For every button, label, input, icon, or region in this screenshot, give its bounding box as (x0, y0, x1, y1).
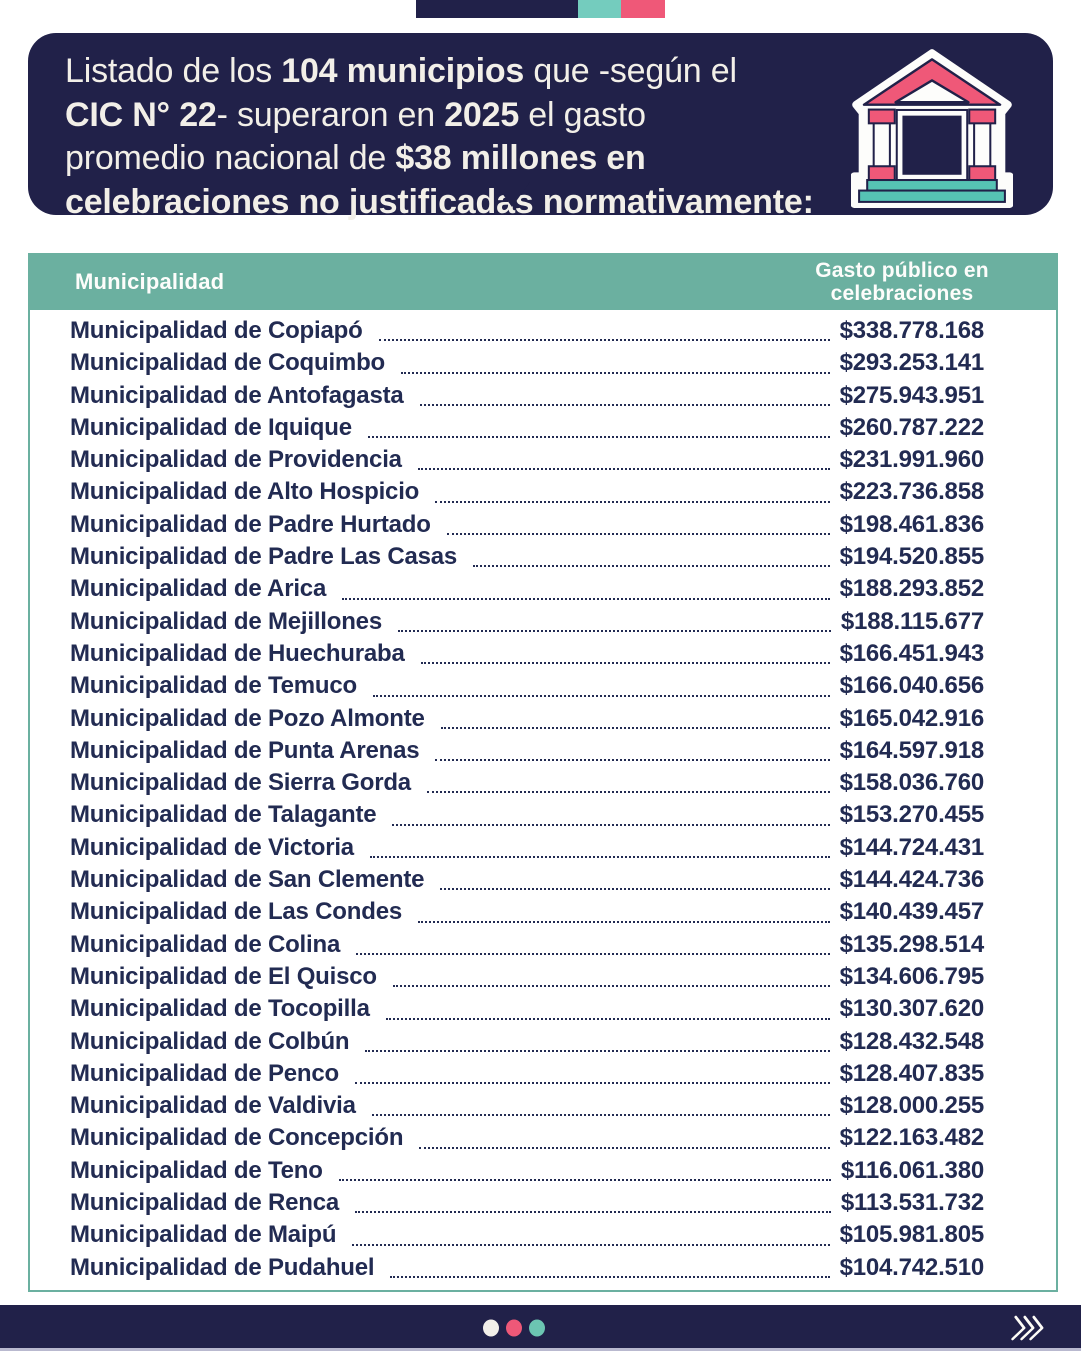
title-text-run-bold: CIC N° 22 (65, 95, 217, 134)
dotted-leader (356, 953, 829, 955)
title-text-run-bold: 2025 (444, 95, 520, 134)
pagination-dot-3[interactable] (529, 1320, 545, 1337)
municipality-name: Municipalidad de Providencia (70, 446, 402, 474)
table-row (30, 834, 1056, 866)
top-accent-bar (416, 0, 665, 18)
title-text-run-bold: 104 municipios (281, 52, 525, 90)
table-row (30, 931, 1056, 963)
municipality-name: Municipalidad de Iquique (70, 413, 352, 441)
dotted-leader (441, 727, 830, 729)
table-row (30, 995, 1056, 1027)
table-row (30, 1157, 1056, 1189)
title-text-run: - superaron en (216, 95, 445, 134)
dotted-leader (368, 436, 830, 438)
page-title (65, 50, 875, 224)
expense-value: $144.424.736 (839, 866, 984, 894)
municipality-name: Municipalidad de Pozo Almonte (70, 704, 425, 732)
speech-bubble-tail (494, 182, 530, 207)
table-row (30, 1189, 1056, 1221)
dotted-leader (447, 533, 830, 535)
dotted-leader (420, 404, 830, 406)
table-row (30, 801, 1056, 833)
table-row (30, 769, 1056, 801)
table-row (30, 446, 1056, 478)
column-header-expense-line1: Gasto público en (815, 258, 989, 282)
expense-value: $166.040.656 (839, 672, 984, 700)
pagination-dot-2[interactable] (506, 1320, 522, 1337)
title-text-run: promedio nacional de (65, 139, 396, 177)
municipality-name: Municipalidad de Renca (70, 1189, 339, 1217)
dotted-leader (342, 598, 829, 600)
footer-bar (0, 1305, 1081, 1351)
table-row (30, 1092, 1056, 1124)
table-row (30, 349, 1056, 381)
dotted-leader (372, 1114, 830, 1116)
expense-value: $122.163.482 (839, 1124, 984, 1152)
municipality-name: Municipalidad de San Clemente (70, 866, 425, 894)
pagination-dot-1[interactable] (483, 1320, 499, 1337)
dotted-leader (421, 662, 830, 664)
expense-value: $166.451.943 (839, 639, 984, 667)
dotted-leader (339, 1179, 831, 1181)
expense-value: $128.407.835 (839, 1059, 984, 1087)
expense-value: $231.991.960 (839, 446, 984, 474)
expense-value: $338.778.168 (839, 317, 984, 344)
column-header-expense-line2: celebraciones (830, 281, 974, 305)
expense-value: $223.736.858 (839, 478, 984, 506)
dotted-leader (427, 791, 830, 793)
column-header-municipality: Municipalidad (75, 268, 225, 294)
title-text-run: el gasto (519, 95, 646, 134)
expense-value: $105.981.805 (839, 1221, 984, 1249)
municipality-name: Municipalidad de Las Condes (70, 898, 402, 926)
dotted-leader (393, 985, 830, 987)
dotted-leader (435, 759, 829, 761)
municipality-name: Municipalidad de Punta Arenas (70, 736, 420, 764)
municipality-name: Municipalidad de El Quisco (70, 962, 377, 990)
expense-value: $134.606.795 (839, 962, 984, 990)
title-text-run-bold: $38 millones en (395, 139, 646, 177)
triple-chevron-right-icon[interactable] (1010, 1315, 1048, 1341)
table-header (28, 253, 1058, 310)
municipality-name: Municipalidad de Victoria (70, 833, 354, 861)
expense-value: $293.253.141 (839, 349, 984, 377)
municipality-name: Municipalidad de Tocopilla (70, 995, 370, 1023)
column-header-expense (782, 259, 1022, 305)
dotted-leader (355, 1211, 831, 1213)
table-row (30, 672, 1056, 704)
dotted-leader (365, 1050, 829, 1052)
expense-value: $165.042.916 (839, 704, 984, 732)
table-row (30, 478, 1056, 510)
table-row (30, 1028, 1056, 1060)
municipality-name: Municipalidad de Padre Las Casas (70, 543, 458, 571)
dotted-leader (370, 856, 830, 858)
expense-value: $188.115.677 (840, 607, 984, 635)
dotted-leader (373, 695, 830, 697)
expense-value: $153.270.455 (839, 801, 984, 829)
expense-value: $158.036.760 (839, 769, 984, 797)
dotted-leader (392, 824, 829, 826)
expense-value: $164.597.918 (839, 736, 984, 764)
dotted-leader (435, 501, 829, 503)
table-row (30, 543, 1056, 575)
municipality-name: Municipalidad de Colbún (70, 1027, 350, 1055)
pagination-dots (483, 1320, 545, 1337)
municipality-name: Municipalidad de Concepción (70, 1124, 404, 1152)
expense-value: $128.432.548 (839, 1027, 984, 1055)
municipality-name: Municipalidad de Valdivia (70, 1092, 356, 1120)
dotted-leader (418, 468, 830, 470)
expense-value: $144.724.431 (839, 833, 984, 861)
expense-value: $113.531.732 (840, 1189, 984, 1217)
municipality-name: Municipalidad de Sierra Gorda (70, 769, 411, 797)
expense-value: $188.293.852 (839, 575, 984, 603)
dotted-leader (401, 372, 830, 374)
dotted-leader (390, 1276, 829, 1278)
municipality-name: Municipalidad de Colina (70, 930, 341, 958)
municipality-name: Municipalidad de Mejillones (70, 607, 382, 635)
expense-value: $194.520.855 (839, 543, 984, 571)
table-row (30, 511, 1056, 543)
table-row (30, 898, 1056, 930)
municipality-name: Municipalidad de Coquimbo (70, 349, 385, 377)
table-row (30, 608, 1056, 640)
table-row (30, 866, 1056, 898)
title-text-run: que -según el (524, 52, 737, 90)
municipality-name: Municipalidad de Maipú (70, 1221, 337, 1249)
table-row (30, 317, 1056, 349)
expense-value: $198.461.836 (839, 510, 984, 538)
table-row (30, 963, 1056, 995)
accent-segment-pink (621, 0, 665, 18)
table-row (30, 1254, 1056, 1286)
expense-value: $275.943.951 (839, 381, 984, 409)
municipality-name: Municipalidad de Teno (70, 1156, 323, 1184)
table-row (30, 737, 1056, 769)
dotted-leader (398, 630, 831, 632)
municipality-name: Municipalidad de Arica (70, 575, 327, 603)
table-row (30, 640, 1056, 672)
bank-building-icon (851, 46, 1013, 212)
table-row (30, 575, 1056, 607)
accent-segment-teal (578, 0, 621, 18)
municipality-name: Municipalidad de Penco (70, 1059, 339, 1087)
expense-value: $104.742.510 (839, 1253, 984, 1281)
expense-value: $140.439.457 (839, 898, 984, 926)
municipality-name: Municipalidad de Temuco (70, 672, 357, 700)
header-bubble (28, 33, 1053, 221)
dotted-leader (355, 1082, 830, 1084)
title-text-run: Listado de los (65, 52, 282, 90)
title-text-run-bold: celebraciones no justificadas normativamente: (65, 182, 814, 221)
table-row (30, 1060, 1056, 1092)
expense-value: $130.307.620 (839, 995, 984, 1023)
dotted-leader (440, 888, 829, 890)
table-body (28, 310, 1058, 1292)
expense-value: $260.787.222 (839, 413, 984, 441)
dotted-leader (379, 339, 830, 341)
table-row (30, 414, 1056, 446)
municipality-name: Municipalidad de Antofagasta (70, 381, 404, 409)
dotted-leader (419, 1147, 829, 1149)
dotted-leader (352, 1244, 829, 1246)
municipality-name: Municipalidad de Talagante (70, 801, 377, 829)
table-row (30, 705, 1056, 737)
table-row (30, 382, 1056, 414)
table-row (30, 1124, 1056, 1156)
municipality-name: Municipalidad de Padre Hurtado (70, 510, 431, 538)
municipality-name: Municipalidad de Huechuraba (70, 639, 405, 667)
municipality-name: Municipalidad de Alto Hospicio (70, 478, 420, 506)
expense-value: $135.298.514 (839, 930, 984, 958)
table-row (30, 1221, 1056, 1253)
municipality-name: Municipalidad de Pudahuel (70, 1253, 375, 1281)
municipality-name: Municipalidad de Copiapó (70, 317, 363, 344)
expense-value: $116.061.380 (840, 1156, 984, 1184)
dotted-leader (386, 1018, 830, 1020)
expense-value: $128.000.255 (839, 1092, 984, 1120)
dotted-leader (418, 921, 830, 923)
dotted-leader (473, 565, 830, 567)
accent-segment-navy (416, 0, 578, 18)
